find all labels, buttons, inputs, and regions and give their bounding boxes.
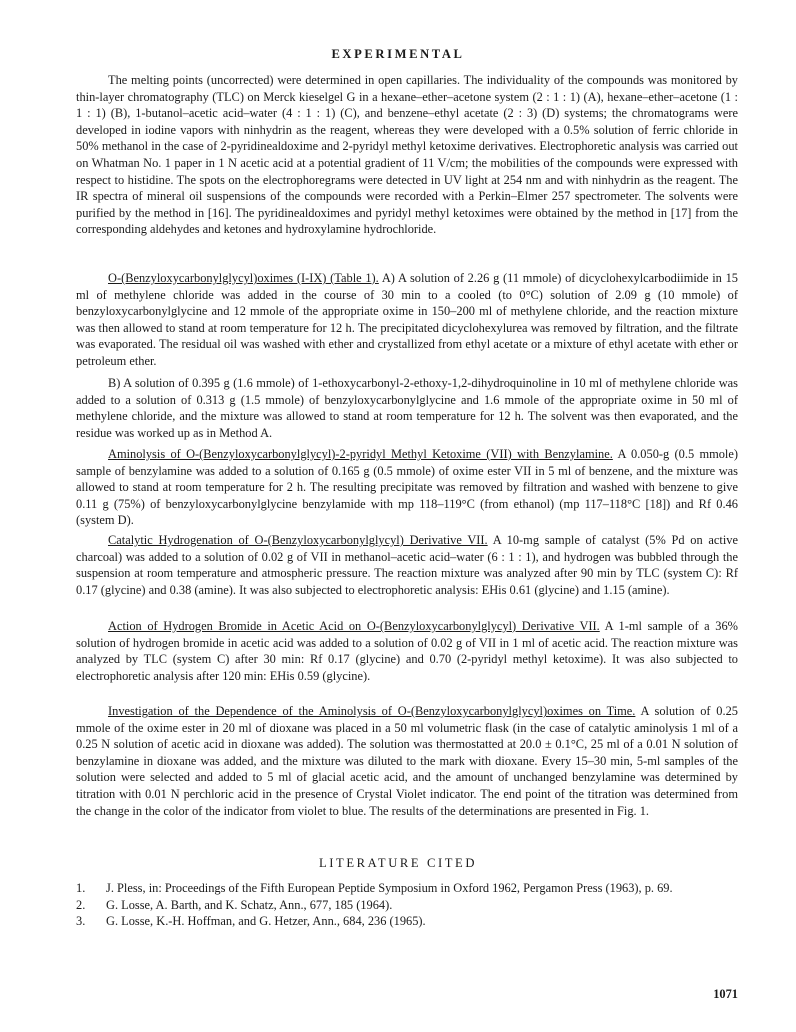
- paragraph-general-methods: The melting points (uncorrected) were determined in open capillaries. The individuality of the compounds was monitored by thin-layer chromatography (TLC) on Merck kieselgel G in a hexane–ether–acetone system (2 : 1 : 1) (A), hexane–ether–acetone (1 : 1 : 1) (B), 1-butanol–acetic acid–water (4 : 1 : 1) (C), and benzene–ethyl acetate (2 : 3) (D) systems; the chromatograms were developed in iodine vapors with ninhydrin as the reagent, whereas they were developed with a 0.5% solution of ferric chloride in 50% methanol in the case of 2-pyridinealdoxime and 2-pyridyl methyl ketoxime derivatives. Electrophoretic analysis was carried out on Whatman No. 1 paper in 1 N acetic acid at a potential gradient of 11 V/cm; the mobilities of the compounds were expressed with respect to histidine. The spots on the electrophoregrams were detected in UV light at 254 nm and with ninhydrin as the reagent. The IR spectra of mineral oil suspensions of the compounds were recorded with a Perkin–Elmer 257 spectrometer. The solvents were purified by the method in [16]. The pyridinealdoximes and pyridyl methyl ketoximes were obtained by the method in [17] from the corresponding aldehydes and ketones and hydroxylamine hydrochloride.: [76, 73, 738, 237]
- paragraph-hydrogenation: [76, 532, 738, 598]
- section-title-hydrogenation: Catalytic Hydrogenation of O-(Benzyloxycarbonylglycyl) Derivative VII.: [108, 533, 488, 547]
- reference-number: 2.: [76, 897, 86, 912]
- section-body-oximes: A) A solution of 2.26 g (11 mmole) of dicyclohexylcarbodiimide in 15 ml of methylene chloride was added in the course of 30 min to a cooled (to 0°C) solution of 2.09 g (10 mmole) of benzyloxycarbonylglycine and 12 mmole of the appropriate oxime in 150–200 ml of methylene chloride, and the reaction mixture was then allowed to stand at room temperature for 12 h. The precipitated dicyclohexylurea was removed by filtration, and the filtrate was evaporated. The residual oil was washed with ether and crystallized from ethyl acetate or a mixture of ethyl acetate with ether or petroleum ether.: [76, 271, 738, 368]
- paragraph-hydrogen-bromide: [76, 618, 738, 684]
- reference-number: 3.: [76, 914, 86, 929]
- reference-item: [76, 897, 738, 914]
- paragraph-oximes-synthesis-b: B) A solution of 0.395 g (1.6 mmole) of 1-ethoxycarbonyl-2-ethoxy-1,2-dihydroquinoline in 10 ml of methylene chloride was added to a solution of 0.313 g (1.5 mmole) of benzyloxycarbonylglycine and 1.6 mmole of the appropriate oxime in 50 ml of methylene chloride, and the mixture was allowed to stand at room temperature for 12 h. The solvent was then evaporated, and the residue was worked up as in Method A.: [76, 376, 738, 440]
- section-body-aminolysis: A 0.050-g (0.5 mmole) sample of benzylamine was added to a solution of 0.165 g (0.5 mmole) of oxime ester VII in 5 ml of benzene, and the mixture was allowed to stand at room temperature for 2 h. The resulting precipitate was removed by filtration and washed with benzene to give 0.11 g (75%) of benzyloxycarbonylglycine benzylamide with mp 118–119°C (from ethanol) (mp 117–118°C [18]) and Rf 0.46 (system D).: [76, 447, 738, 528]
- section-body-hydrogenation: A 10-mg sample of catalyst (5% Pd on active charcoal) was added to a solution of 0.02 g of VII in methanol–acetic acid–water (6 : 1 : 1), and hydrogen was bubbled through the suspension at room temperature and atmospheric pressure. The reaction mixture was analyzed after 90 min by TLC (system C): Rf 0.17 (glycine) and 0.38 (amine). It was also subjected to electrophoretic analysis: EHis 0.61 (glycine) and 1.15 (amine).: [76, 533, 738, 597]
- paragraph-time-dependence: [76, 703, 738, 819]
- literature-cited-heading: LITERATURE CITED: [318, 856, 478, 870]
- paragraph-aminolysis: [76, 446, 738, 529]
- section-title-aminolysis: Aminolysis of O-(Benzyloxycarbonylglycyl)-2-pyridyl Methyl Ketoxime (VII) with Benzylamine.: [108, 447, 613, 461]
- section-body-hydrogen-bromide: A 1-ml sample of a 36% solution of hydrogen bromide in acetic acid was added to a solution of 0.02 g of VII in 1 ml of acetic acid. The reaction mixture was analyzed by TLC (system C) after 30 min: Rf 0.17 (glycine) and 0.70 (2-pyridyl methyl ketoxime). It was also subjected to electrophoretic analysis after 120 min: EHis 0.59 (glycine).: [76, 619, 738, 683]
- reference-item: [76, 880, 738, 897]
- section-title-hydrogen-bromide: Action of Hydrogen Bromide in Acetic Acid on O-(Benzyloxycarbonylglycyl) Derivative VII.: [108, 619, 600, 633]
- section-title-oximes: O-(Benzyloxycarbonylglycyl)oximes (I-IX) (Table 1).: [108, 271, 379, 285]
- reference-text: G. Losse, A. Barth, and K. Schatz, Ann., 677, 185 (1964).: [106, 897, 393, 912]
- reference-item: [76, 913, 738, 930]
- page-number: 1071: [713, 987, 738, 1001]
- section-body-time-dependence: A solution of 0.25 mmole of the oxime ester in 20 ml of dioxane was placed in a 50 ml volumetric flask (in the case of catalytic aminolysis 1 ml of a 0.25 N solution of acetic acid in dioxane was added). The solution was thermostatted at 20.0 ± 0.1°C, 25 ml of a 0.01 N solution of benzylamine in dioxane was added, and the mixture was diluted to the mark with dioxane. Every 15–30 min, 5-ml samples of the solution were selected and added to 5 ml of glacial acetic acid, and the amount of unchanged benzylamine was determined by titration with 0.01 N perchloric acid in the presence of Crystal Violet indicator. The end point of the titration was determined from the change in the color of the indicator from violet to blue. The results of the determinations are presented in Fig. 1.: [76, 704, 738, 818]
- experimental-heading: EXPERIMENTAL: [331, 47, 465, 61]
- paragraph-oximes-synthesis-a: [76, 270, 738, 370]
- reference-text: G. Losse, K.-H. Hoffman, and G. Hetzer, Ann., 684, 236 (1965).: [106, 914, 426, 929]
- reference-number: 1.: [76, 881, 86, 895]
- section-title-time-dependence: Investigation of the Dependence of the Aminolysis of O-(Benzyloxycarbonylglycyl)oximes on Time.: [108, 704, 636, 718]
- reference-text: J. Pless, in: Proceedings of the Fifth European Peptide Symposium in Oxford 1962, Pergamon Press (1963), p. 69.: [106, 881, 673, 895]
- reference-list: [76, 880, 738, 930]
